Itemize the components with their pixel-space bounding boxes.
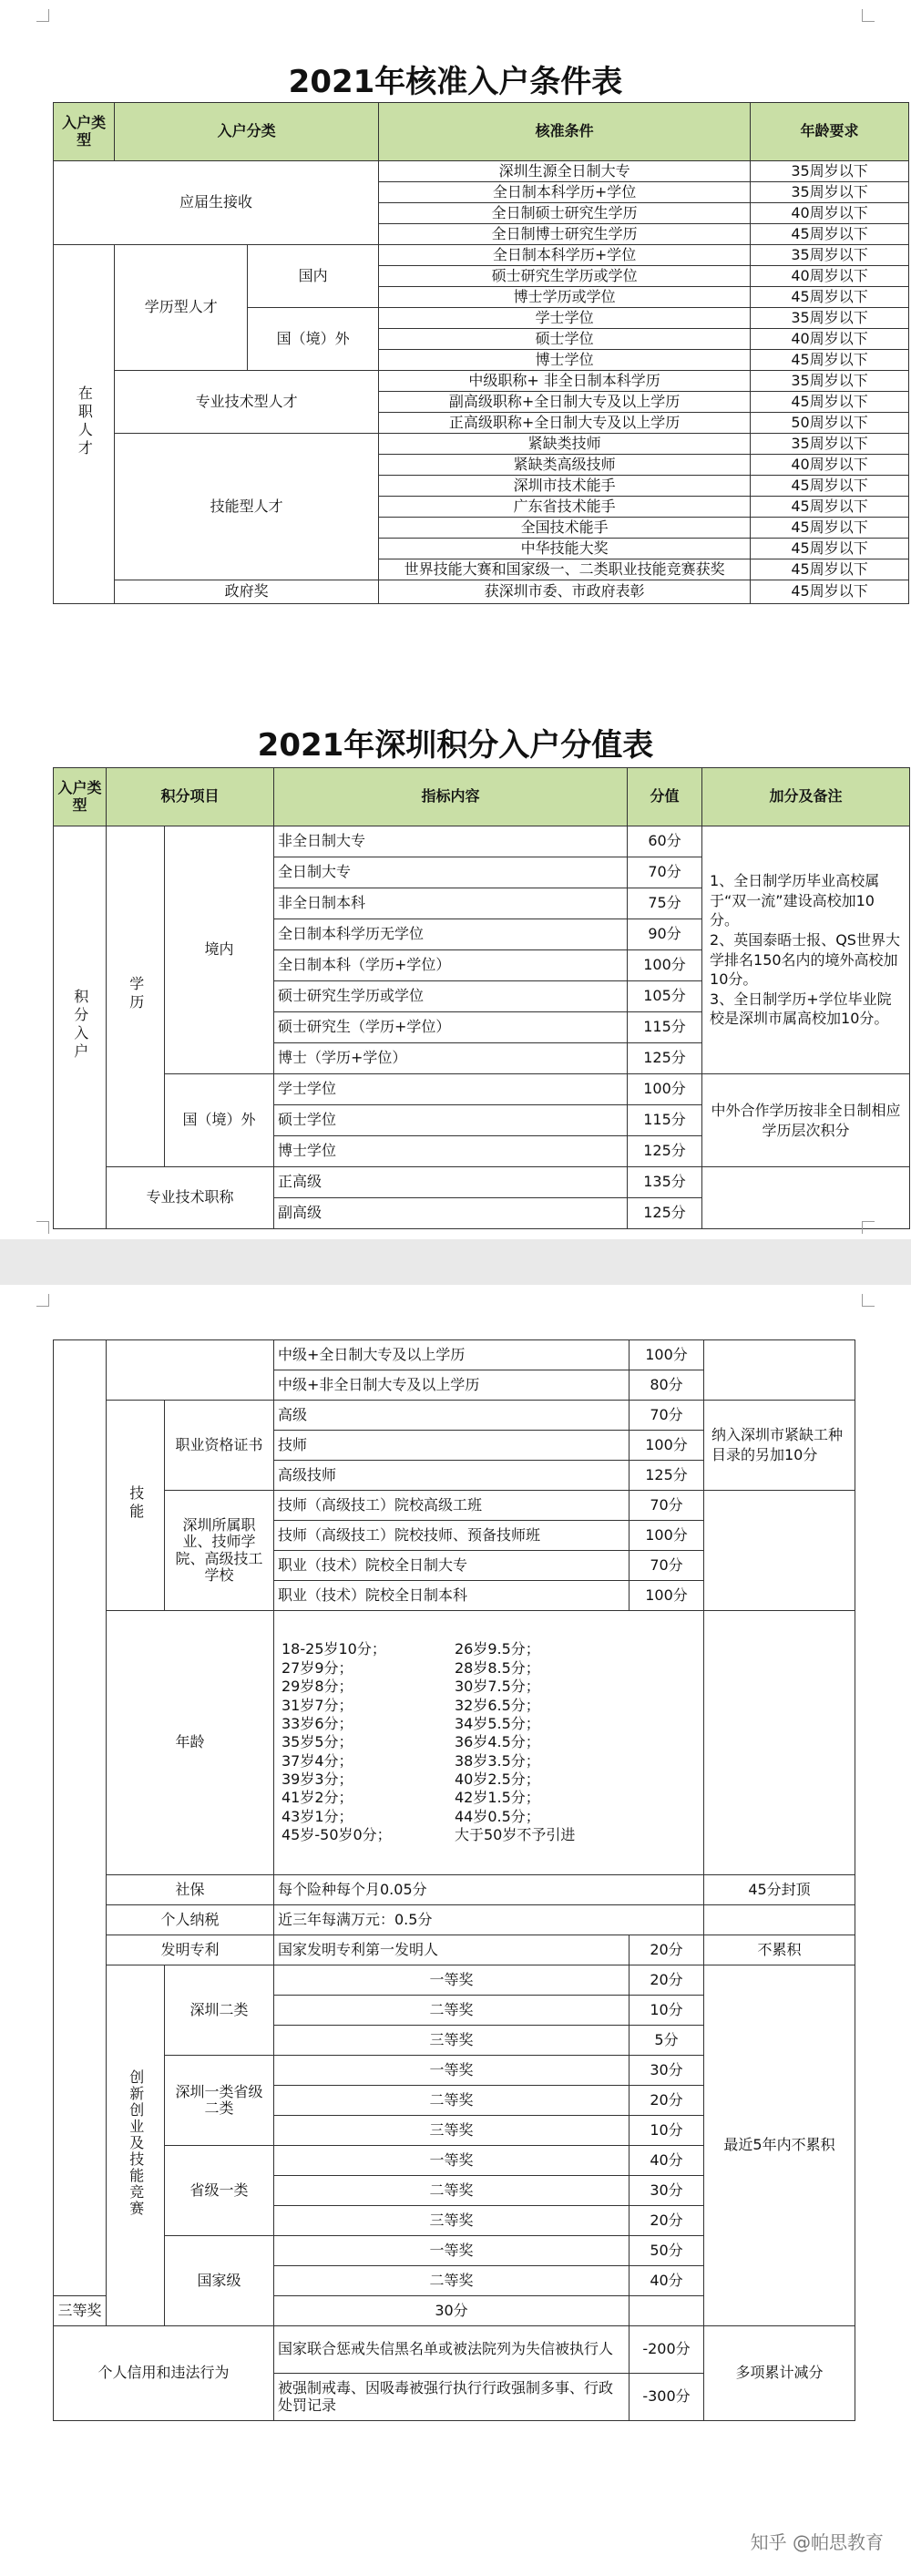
content-cell: 被强制戒毒、因吸毒被强行执行行政强制多事、行政处罚记录 <box>274 2374 630 2421</box>
on-job-label: 在职人才 <box>54 245 115 604</box>
content-cell: 学士学位 <box>274 1074 628 1105</box>
content-cell: 全日制本科学历无学位 <box>274 919 628 950</box>
condition-cell: 深圳市技术能手 <box>379 476 751 497</box>
age-score: 39岁3分； <box>281 1770 353 1789</box>
condition-cell: 硕士学位 <box>379 329 751 350</box>
crop-mark <box>862 9 875 22</box>
score-cell: 100分 <box>628 950 702 981</box>
score-cell: 40分 <box>630 2266 704 2296</box>
age-score: 38岁3.5分； <box>455 1751 540 1770</box>
content-cell: 全日制本科（学历+学位） <box>274 950 628 981</box>
header-note: 加分及备注 <box>702 768 910 826</box>
social-content: 每个险种每个月0.05分 <box>274 1875 704 1905</box>
condition-cell: 副高级职称+全日制大专及以上学历 <box>379 392 751 413</box>
comp-group-label: 国家级 <box>165 2236 274 2326</box>
patent-note: 不累积 <box>704 1935 855 1965</box>
condition-cell: 学士学位 <box>379 308 751 329</box>
condition-cell: 世界技能大赛和国家级一、二类职业技能竞赛获奖 <box>379 559 751 580</box>
table-row <box>54 1611 855 1875</box>
age-cell: 45周岁以下 <box>751 350 909 371</box>
age-cell: 40周岁以下 <box>751 266 909 287</box>
table-row <box>54 371 909 392</box>
age-score: 27岁9分； <box>281 1658 353 1677</box>
score-cell: 100分 <box>628 1074 702 1105</box>
points-entry-continued <box>54 1340 107 2296</box>
points-table-continued <box>53 1339 855 2421</box>
abroad-note: 中外合作学历按非全日制相应学历层次积分 <box>702 1074 910 1167</box>
social-note: 45分封顶 <box>704 1875 855 1905</box>
condition-cell: 博士学位 <box>379 350 751 371</box>
content-cell: 高级技师 <box>274 1461 630 1491</box>
age-cell: 45周岁以下 <box>751 287 909 308</box>
age-cell: 40周岁以下 <box>751 455 909 476</box>
crop-mark <box>862 1294 875 1307</box>
academic-talent-label: 学历型人才 <box>115 245 248 371</box>
score-cell: 20分 <box>630 1935 704 1965</box>
score-cell: 105分 <box>628 981 702 1012</box>
award-cell: 三等奖 <box>274 2116 630 2146</box>
score-cell: 70分 <box>630 1551 704 1581</box>
age-score: 32岁6.5分； <box>455 1696 540 1714</box>
age-cell: 35周岁以下 <box>751 308 909 329</box>
domestic-label: 国内 <box>248 245 379 308</box>
score-cell: 60分 <box>628 826 702 857</box>
comp-group-label: 深圳一类省级二类 <box>165 2056 274 2146</box>
social-label: 社保 <box>107 1875 274 1905</box>
content-cell: 硕士研究生（学历+学位） <box>274 1012 628 1043</box>
age-cell: 45周岁以下 <box>751 224 909 245</box>
content-cell: 博士学位 <box>274 1136 628 1167</box>
content-cell: 国家联合惩戒失信黑名单或被法院列为失信被执行人 <box>274 2326 630 2374</box>
condition-cell: 紧缺类高级技师 <box>379 455 751 476</box>
abroad-label: 国（境）外 <box>165 1074 274 1167</box>
award-cell: 三等奖 <box>274 2206 630 2236</box>
professional-title-label: 专业技术职称 <box>107 1167 274 1229</box>
empty-note-cell <box>702 1167 910 1229</box>
age-cell: 45周岁以下 <box>751 476 909 497</box>
age-score: 34岁5.5分； <box>455 1714 540 1732</box>
header-score: 分值 <box>628 768 702 826</box>
score-cell: 125分 <box>628 1136 702 1167</box>
empty-note-cell <box>704 1611 855 1875</box>
score-cell: 115分 <box>628 1105 702 1136</box>
age-cell: 40周岁以下 <box>751 203 909 224</box>
tax-content: 近三年每满万元：0.5分 <box>274 1905 704 1935</box>
header-content: 指标内容 <box>274 768 628 826</box>
award-cell: 一等奖 <box>274 2236 630 2266</box>
comp-group-label: 省级一类 <box>165 2146 274 2236</box>
content-cell: 正高级 <box>274 1167 628 1198</box>
score-cell: 50分 <box>630 2236 704 2266</box>
content-cell: 技师（高级技工）院校高级工班 <box>274 1491 630 1521</box>
document-page-2 <box>0 1285 911 2576</box>
professional-talent-label: 专业技术型人才 <box>115 371 379 434</box>
score-cell: 20分 <box>630 1965 704 1996</box>
score-cell: 100分 <box>630 1340 704 1370</box>
age-cell: 35周岁以下 <box>751 371 909 392</box>
table-header-row <box>54 103 909 161</box>
age-cell: 45周岁以下 <box>751 392 909 413</box>
award-cell: 二等奖 <box>274 2086 630 2116</box>
table2-title: 2021年深圳积分入户分值表 <box>257 727 654 764</box>
score-cell: 125分 <box>630 1461 704 1491</box>
table1-title: 2021年核准入户条件表 <box>288 64 623 100</box>
crop-mark <box>862 1221 875 1234</box>
header-type: 入户类型 <box>54 103 115 161</box>
condition-cell: 紧缺类技师 <box>379 434 751 455</box>
condition-cell: 深圳生源全日制大专 <box>379 161 751 182</box>
age-score: 18-25岁10分； <box>281 1640 386 1658</box>
school-label: 深圳所属职业、技师学院、高级技工学校 <box>165 1491 274 1611</box>
age-cell: 35周岁以下 <box>751 245 909 266</box>
points-table <box>53 767 910 1229</box>
table-row <box>54 1905 855 1935</box>
age-score: 30岁7.5分； <box>455 1678 540 1696</box>
table-row <box>54 826 910 857</box>
score-cell: 30分 <box>630 2056 704 2086</box>
content-cell: 全日制大专 <box>274 857 628 888</box>
score-cell: -300分 <box>630 2374 704 2421</box>
credit-note: 多项累计减分 <box>704 2326 855 2421</box>
age-scores <box>274 1611 704 1875</box>
age-score: 37岁4分； <box>281 1751 353 1770</box>
condition-cell: 全日制本科学历+学位 <box>379 182 751 203</box>
score-cell: 125分 <box>628 1198 702 1229</box>
age-cell: 45周岁以下 <box>751 539 909 559</box>
age-score: 35岁5分； <box>281 1733 353 1751</box>
header-condition: 核准条件 <box>379 103 751 161</box>
score-cell: 5分 <box>630 2026 704 2056</box>
condition-cell: 全日制硕士研究生学历 <box>379 203 751 224</box>
score-cell: 70分 <box>628 857 702 888</box>
domestic-label: 境内 <box>165 826 274 1074</box>
document-page-1 <box>0 0 911 1239</box>
score-cell: 80分 <box>630 1370 704 1401</box>
score-cell: 20分 <box>630 2086 704 2116</box>
age-cell: 50周岁以下 <box>751 413 909 434</box>
fresh-graduate-label: 应届生接收 <box>54 161 379 245</box>
crop-mark <box>36 9 49 22</box>
credit-label: 个人信用和违法行为 <box>54 2326 274 2421</box>
gov-award-label: 政府奖 <box>115 580 379 604</box>
competition-label: 创新创业及技能竞赛 <box>107 1965 165 2326</box>
condition-cell: 正高级职称+全日制大专及以上学历 <box>379 413 751 434</box>
age-score: 42岁1.5分； <box>455 1789 540 1807</box>
age-cell: 45周岁以下 <box>751 518 909 539</box>
skill-talent-label: 技能型人才 <box>115 434 379 580</box>
abroad-label: 国（境）外 <box>248 308 379 371</box>
score-cell: 125分 <box>628 1043 702 1074</box>
age-score: 26岁9.5分； <box>455 1640 540 1658</box>
content-cell: 职业（技术）院校全日制大专 <box>274 1551 630 1581</box>
condition-cell: 全日制博士研究生学历 <box>379 224 751 245</box>
content-cell: 非全日制大专 <box>274 826 628 857</box>
age-score: 44岁0.5分； <box>455 1807 540 1825</box>
age-cell: 40周岁以下 <box>751 329 909 350</box>
score-cell: 10分 <box>630 1996 704 2026</box>
table-header-row <box>54 768 910 826</box>
award-cell: 二等奖 <box>274 1996 630 2026</box>
content-cell: 博士（学历+学位） <box>274 1043 628 1074</box>
patent-content: 国家发明专利第一发明人 <box>274 1935 630 1965</box>
points-entry-label: 积分入户 <box>54 826 107 1229</box>
table-row <box>54 580 909 604</box>
age-score: 28岁8.5分； <box>455 1658 540 1677</box>
header-category: 入户分类 <box>115 103 379 161</box>
table-row <box>54 1491 855 1521</box>
comp-group-label: 深圳二类 <box>165 1965 274 2056</box>
content-cell: 副高级 <box>274 1198 628 1229</box>
condition-cell: 全国技术能手 <box>379 518 751 539</box>
comp-note: 最近5年内不累积 <box>704 1965 855 2326</box>
age-label: 年龄 <box>107 1611 274 1875</box>
condition-cell: 硕士研究生学历或学位 <box>379 266 751 287</box>
score-cell: 70分 <box>630 1401 704 1431</box>
condition-cell: 获深圳市委、市政府表彰 <box>379 580 751 604</box>
condition-cell: 中华技能大奖 <box>379 539 751 559</box>
table-row <box>54 1401 855 1431</box>
content-cell: 中级+全日制大专及以上学历 <box>274 1340 630 1370</box>
score-cell: 115分 <box>628 1012 702 1043</box>
age-cell: 35周岁以下 <box>751 161 909 182</box>
score-cell: 100分 <box>630 1521 704 1551</box>
age-score: 43岁1分； <box>281 1807 353 1825</box>
empty-item-cell <box>107 1340 274 1401</box>
condition-cell: 广东省技术能手 <box>379 497 751 518</box>
content-cell: 中级+非全日制大专及以上学历 <box>274 1370 630 1401</box>
award-cell: 一等奖 <box>274 2056 630 2086</box>
tax-label: 个人纳税 <box>107 1905 274 1935</box>
content-cell: 高级 <box>274 1401 630 1431</box>
header-type: 入户类型 <box>54 768 107 826</box>
score-cell: 20分 <box>630 2206 704 2236</box>
age-score: 41岁2分； <box>281 1789 353 1807</box>
header-item: 积分项目 <box>107 768 274 826</box>
award-cell: 一等奖 <box>274 1965 630 1996</box>
award-cell: 二等奖 <box>274 2266 630 2296</box>
score-cell: 10分 <box>630 2116 704 2146</box>
age-score: 31岁7分； <box>281 1696 353 1714</box>
score-cell: 100分 <box>630 1431 704 1461</box>
cert-note: 纳入深圳市紧缺工种目录的另加10分 <box>704 1401 855 1491</box>
table-row <box>54 1875 855 1905</box>
table-row <box>54 161 909 182</box>
content-cell: 非全日制本科 <box>274 888 628 919</box>
score-cell: 75分 <box>628 888 702 919</box>
age-score: 29岁8分； <box>281 1678 353 1696</box>
table-row <box>54 1167 910 1198</box>
zhihu-watermark: 知乎 @帕思教育 <box>750 2531 884 2553</box>
empty-note-cell <box>704 1905 855 1935</box>
score-cell: 30分 <box>274 2296 630 2326</box>
domestic-note: 1、全日制学历毕业高校属于“双一流”建设高校加10分。 2、英国泰晤士报、QS世界大学排名150名内的境外高校加10分。 3、全日制学历+学位毕业院校是深圳市属高校加10分。 <box>702 826 910 1074</box>
score-cell: -200分 <box>630 2326 704 2374</box>
content-cell: 职业（技术）院校全日制本科 <box>274 1581 630 1611</box>
page-gap <box>0 1239 911 1285</box>
table-row <box>54 2326 855 2374</box>
age-cell: 45周岁以下 <box>751 559 909 580</box>
award-cell: 三等奖 <box>54 2296 107 2326</box>
age-cell: 35周岁以下 <box>751 182 909 203</box>
content-cell: 硕士学位 <box>274 1105 628 1136</box>
age-cell: 45周岁以下 <box>751 580 909 604</box>
crop-mark <box>36 1221 49 1234</box>
condition-cell: 博士学历或学位 <box>379 287 751 308</box>
education-label: 学历 <box>107 826 165 1167</box>
cert-label: 职业资格证书 <box>165 1401 274 1491</box>
table-row <box>54 1935 855 1965</box>
crop-mark <box>36 1294 49 1307</box>
age-cell: 35周岁以下 <box>751 434 909 455</box>
table-row <box>54 245 909 266</box>
condition-cell: 全日制本科学历+学位 <box>379 245 751 266</box>
header-age: 年龄要求 <box>751 103 909 161</box>
age-score: 45岁-50岁0分； <box>281 1826 392 1844</box>
score-cell: 70分 <box>630 1491 704 1521</box>
score-cell: 40分 <box>630 2146 704 2176</box>
score-cell: 30分 <box>630 2176 704 2206</box>
content-cell: 硕士研究生学历或学位 <box>274 981 628 1012</box>
age-score: 大于50岁不予引进 <box>455 1826 576 1844</box>
age-score: 33岁6分； <box>281 1714 353 1732</box>
table-row <box>54 434 909 455</box>
patent-label: 发明专利 <box>107 1935 274 1965</box>
empty-note-cell <box>704 1340 855 1401</box>
score-cell: 100分 <box>630 1581 704 1611</box>
age-cell: 45周岁以下 <box>751 497 909 518</box>
table-row <box>54 1340 855 1370</box>
score-cell: 135分 <box>628 1167 702 1198</box>
award-cell: 三等奖 <box>274 2026 630 2056</box>
award-cell: 一等奖 <box>274 2146 630 2176</box>
skill-label: 技能 <box>107 1401 165 1611</box>
condition-cell: 中级职称+ 非全日制本科学历 <box>379 371 751 392</box>
award-cell: 二等奖 <box>274 2176 630 2206</box>
content-cell: 技师 <box>274 1431 630 1461</box>
age-score: 40岁2.5分； <box>455 1770 540 1789</box>
approval-table <box>53 102 909 604</box>
content-cell: 技师（高级技工）院校技师、预备技师班 <box>274 1521 630 1551</box>
table-row <box>54 1965 855 1996</box>
empty-note-cell <box>704 1491 855 1611</box>
age-score: 36岁4.5分； <box>455 1733 540 1751</box>
table-row <box>54 1074 910 1105</box>
score-cell: 90分 <box>628 919 702 950</box>
